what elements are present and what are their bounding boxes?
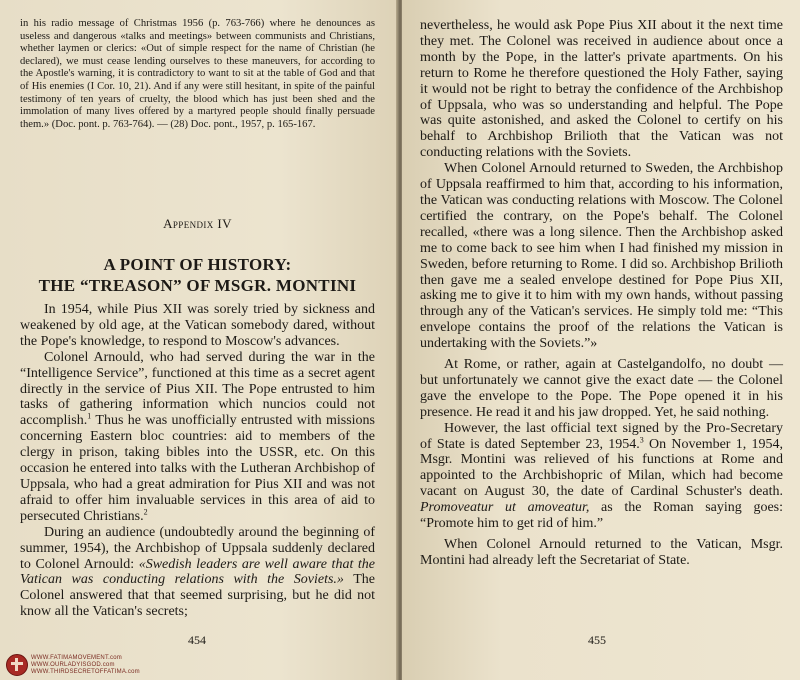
paragraph: In 1954, while Pius XII was sorely tried by sickness and weakened by old age, at the Vatican somebody dared, without the Pope's knowledge, to respond to Moscow's advances. (20, 302, 375, 349)
paragraph (420, 421, 783, 532)
paragraph: At Rome, or rather, again at Castelgandolfo, no doubt — but unfortunately we cannot give the exact date — the Colonel gave the envelope to the Pope. The Pope opened it in his presence. He read it and his jaw dropped. Yet, he said nothing. (420, 357, 783, 420)
text-run: Colonel Arnould, who had served during the war in the “Intelligence Service”, functioned at this time as a secret agent directly in the service of Pius XII. The Pope entrusted to him tasks of gathering information which nuncios could not accomplish. (20, 349, 375, 429)
watermark-line: WWW.THIRDSECRETOFFATIMA.com (31, 668, 140, 675)
left-body-text (20, 302, 375, 620)
left-page (0, 0, 398, 680)
paragraph (20, 525, 375, 620)
text-run: During an audience (undoubtedly around the beginning of summer, 1954), the Archbishop of Uppsala suddenly declared to Colonel Arnould: (20, 524, 375, 572)
chapter-title (20, 254, 375, 296)
footnote-ref: 3 (639, 434, 644, 444)
text-run: as the Roman saying goes: “Promote him to get rid of him.” (420, 500, 783, 532)
text-run: However, the last official text signed by the Pro-Secretary of State is dated September 23, 1954. (420, 420, 783, 452)
seal-logo-icon (6, 654, 28, 676)
watermark-line: WWW.OURLADYISGOD.com (31, 661, 115, 668)
watermark-line: WWW.FATIMAMOVEMENT.com (31, 654, 122, 661)
paragraph (20, 350, 375, 525)
appendix-label: Appendix IV (163, 216, 232, 231)
text-run: Thus he was unofficially entrusted with missions concerning Eastern bloc countries: aid to members of the clergy in prison, taking bibles into the USSR, etc. On this occasion he entered into talks with the Lutheran Archbishop of Uppsala, who had a great admiration for Pius XII and was not afraid to offer him invaluable services in this area of aid to persecuted Christians. (20, 413, 375, 524)
paragraph: When Colonel Arnould returned to the Vatican, Msgr. Montini had already left the Secretariat of State. (420, 537, 783, 568)
latin-phrase: Promoveatur ut amoveatur, (420, 500, 590, 516)
text-run: On November 1, 1954, Msgr. Montini was relieved of his functions at Rome and appointed to the Archbishopric of Milan, which had become vacant on August 30, the date of Cardinal Schuster's death. (420, 436, 783, 500)
page-number-left: 454 (188, 633, 206, 647)
page-number-right: 455 (588, 633, 606, 647)
paragraph: When Colonel Arnould returned to Sweden, the Archbishop of Uppsala reaffirmed to him that, according to his information, the Vatican was conducting relations with Moscow. The Colonel certified the contrary, on the Pope's behalf. The Colonel recalled, «there was a long silence. Then the Archbishop asked me to come back to see him when I had finished my mission in Sweden, before returning to Rome. I did so. Archbishop Brilioth then gave me a sealed envelope destined for Pope Pius XII, asking me to give it to him with my own hands, without passing through any of the Vatican's services. He simply told me: “This envelope contains the proof of the relations the Vatican is undertaking with the Soviets.”» (420, 161, 783, 352)
watermark-text (31, 655, 140, 676)
footnote-ref: 1 (87, 411, 92, 421)
chapter-title-line-2: THE “TREASON” OF MSGR. MONTINI (38, 276, 357, 295)
chapter-title-line-1: A POINT OF HISTORY: (103, 255, 292, 274)
right-body-text (420, 18, 783, 569)
footnote-ref: 2 (143, 507, 148, 517)
italic-quote: «Swedish leaders are well aware that the Vatican was conducting relations with the Soviets.» (20, 556, 375, 588)
watermark (6, 654, 140, 676)
footnote-text: in his radio message of Christmas 1956 (p. 763-766) where he denounces as useless and dangerous «talks and meetings» between communists and Christians, whether laymen or clerics: «Out of simple respect for the name of Christian (he declared), we must cease lending ourselves to these maneuvers, for according to the Apostle's warning, it is contradictory to want to sit at the table of God and that of His enemies (I Cor. 10, 21). And if any were still hesitant, in spite of the painful testimony of ten years of cruelty, the blood which has just been shed and the immolation of many lives offered by a martyred people should finally persuade them.» (Doc. pont. p. 763-764). — (28) Doc. pont., 1957, p. 165-167. (20, 18, 375, 130)
paragraph: nevertheless, he would ask Pope Pius XII about it the next time they met. The Colonel was received in audience about once a month by the Pope, in the latter's private apartments. On his return to Rome he therefore questioned the Holy Father, saying it would not be right to betray the confidence of the Archbishop of Uppsala, who was so understanding and helpful. The Pope was quite astonished, and asked the Colonel to certify on his behalf to Archbishop Brilioth that the Vatican was not conducting relations with the Soviets. (420, 18, 783, 161)
text-run: The Colonel answered that that seemed surprising, but he did not know all the Vatican's secrets; (20, 572, 376, 620)
